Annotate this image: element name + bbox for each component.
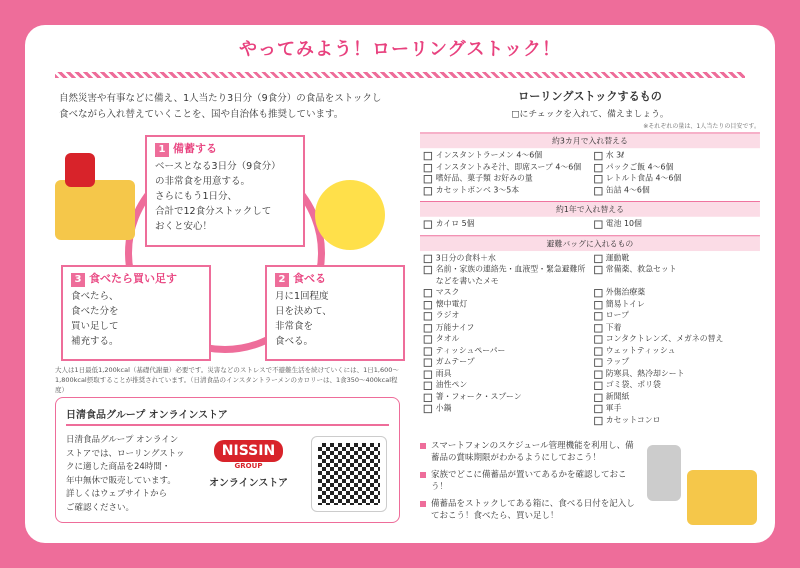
checklist-item-label: ロープ <box>605 311 629 321</box>
checklist-item[interactable] <box>424 299 587 311</box>
checklist-item[interactable] <box>594 357 757 369</box>
checklist-item-label: 運動靴 <box>605 253 630 263</box>
checklist-item[interactable] <box>424 333 587 345</box>
checklist-item-label: インスタントラーメン 4～6個 <box>435 150 543 161</box>
checkbox-icon[interactable] <box>594 324 602 332</box>
checklist-item[interactable] <box>594 310 757 322</box>
tip-item <box>420 469 635 493</box>
checklist-item[interactable] <box>594 264 757 287</box>
step-line: 食べた分を <box>71 306 119 317</box>
checklist-item[interactable] <box>424 173 587 185</box>
checkbox-icon[interactable] <box>594 335 602 343</box>
checklist-item[interactable] <box>594 333 757 345</box>
tip-item <box>420 440 635 464</box>
checkbox-icon[interactable] <box>424 312 432 320</box>
calorie-footnote <box>55 365 405 395</box>
checklist-item-label: 懐中電灯 <box>435 299 468 309</box>
checklist-item[interactable] <box>424 252 587 264</box>
checklist-item[interactable] <box>424 162 587 174</box>
checkbox-icon[interactable] <box>424 370 432 378</box>
store-line: 日清食品グループ オンライン <box>66 435 179 445</box>
checklist-item-label: コンタクトレンズ、メガネの替え <box>605 334 724 344</box>
checklist-subtitle: □にチェックを入れて、備えましょう。 <box>511 109 669 120</box>
checklist-item-label: ガムテープ <box>435 357 475 367</box>
checklist-item[interactable] <box>424 345 587 357</box>
store-text <box>66 434 191 515</box>
qr-code-icon <box>318 443 380 505</box>
checklist-item-label: 簡易トイレ <box>605 299 645 309</box>
checklist-item[interactable] <box>424 287 587 299</box>
step-1-box <box>145 135 305 247</box>
checklist-panel <box>420 88 760 428</box>
rolling-cycle-diagram <box>55 135 405 360</box>
checklist-item[interactable] <box>594 219 757 231</box>
checkbox-icon[interactable] <box>594 266 602 274</box>
checklist-item[interactable] <box>424 264 587 287</box>
checklist-item-label: 名前・家族の連絡先・血液型・緊急避難所などを書いたメモ <box>435 264 586 286</box>
checklist-item[interactable] <box>594 150 757 162</box>
checkbox-icon[interactable] <box>594 382 602 390</box>
checkbox-icon[interactable] <box>424 266 432 274</box>
checkbox-icon[interactable] <box>424 187 432 195</box>
tip-marker-icon <box>420 472 426 478</box>
checklist-item[interactable] <box>594 391 757 403</box>
checkbox-icon[interactable] <box>424 152 432 160</box>
checkbox-icon[interactable] <box>594 301 602 309</box>
checkbox-icon[interactable] <box>594 358 602 366</box>
checkbox-icon[interactable] <box>424 358 432 366</box>
checkbox-icon[interactable] <box>594 152 602 160</box>
checklist-item-label: 万能ナイフ <box>435 322 475 333</box>
checklist-item[interactable] <box>594 415 757 427</box>
smartphone-illustration <box>647 445 681 501</box>
checklist-title: ローリングストックするもの <box>518 89 662 103</box>
section-heading: 避難バッグに入れるもの <box>420 235 760 251</box>
checklist-item[interactable] <box>424 368 587 380</box>
tip-text: 家族でどこに備蓄品が置いてあるかを確認しておこう！ <box>431 470 627 492</box>
checkbox-icon[interactable] <box>424 347 432 355</box>
step-line: ベースとなる3日分（9食分） <box>155 161 281 172</box>
checklist-item[interactable] <box>594 403 757 415</box>
checklist-item[interactable] <box>594 287 757 299</box>
checkbox-icon[interactable] <box>594 163 602 171</box>
checklist-item-label: パックご飯 4～6個 <box>605 162 674 172</box>
checklist-item-label: レトルト食品 4～6個 <box>605 174 682 184</box>
checklist-grid <box>420 251 760 428</box>
step-line: さらにもう1日分、 <box>155 191 238 202</box>
step-line: 合計で12食分ストックして <box>155 206 272 217</box>
checklist-section <box>420 235 760 428</box>
noodle-cup-illustration <box>65 153 95 187</box>
checklist-item-label: マスク <box>435 288 460 298</box>
store-line: クに適した商品を24時間・ <box>66 462 171 472</box>
checklist-item[interactable] <box>424 185 587 197</box>
checklist-item-label: 缶詰 4～6個 <box>605 185 650 195</box>
store-title: 日清食品グループ オンラインストア <box>66 410 228 421</box>
checklist-item-label: カイロ 5個 <box>435 219 475 229</box>
checklist-item-label: カセットボンベ 3～5本 <box>435 185 520 195</box>
step-line: 食べたら、 <box>71 291 119 302</box>
checklist-item-label: 嗜好品、菓子類 お好みの量 <box>435 174 533 184</box>
checklist-item[interactable] <box>594 252 757 264</box>
checklist-item-label: 箸・フォーク・スプーン <box>435 392 522 402</box>
checklist-item[interactable] <box>424 150 587 162</box>
checkbox-icon[interactable] <box>594 289 602 297</box>
checklist-grid <box>420 148 760 198</box>
intro-text <box>59 91 419 123</box>
checkbox-icon[interactable] <box>424 405 432 413</box>
step-title: 食べる <box>293 272 326 285</box>
store-line: 詳しくはウェブサイトから <box>66 489 168 499</box>
checkbox-icon[interactable] <box>594 393 602 401</box>
step-3-box <box>61 265 211 361</box>
flyer-page <box>25 25 775 543</box>
step-line: 食べる。 <box>275 336 314 347</box>
checklist-section <box>420 132 760 198</box>
character-illustration <box>315 180 385 250</box>
intro-line: 食べながら入れ替えていくことを、国や自治体も推奨しています。 <box>59 109 344 120</box>
footnote-line: 1,800kcal摂取することが推奨されています。（日清食品のインスタントラーメンのカロリーは、1食350～400kcal程度） <box>55 376 398 394</box>
checklist-item[interactable] <box>424 391 587 403</box>
checklist-item-label: 電池 10個 <box>605 219 642 229</box>
step-2-box <box>265 265 405 361</box>
tip-marker-icon <box>420 443 426 449</box>
checklist-item-label: インスタントみそ汁、即席スープ 4～6個 <box>435 162 582 172</box>
step-line: 補充する。 <box>71 336 119 347</box>
checklist-item-label: 防寒具、熱冷却シート <box>605 369 685 379</box>
checklist-item[interactable] <box>594 345 757 357</box>
store-line: ご確認ください。 <box>66 502 135 513</box>
checklist-item-label: 下着 <box>605 322 622 333</box>
store-line: 年中無休で販売しています。 <box>66 475 176 486</box>
step-line: の非常食を用意する。 <box>155 176 251 187</box>
checklist-item[interactable] <box>424 322 587 334</box>
checkbox-icon[interactable] <box>594 347 602 355</box>
checklist-item[interactable] <box>424 357 587 369</box>
checklist-item-label: ウェットティッシュ <box>605 345 676 356</box>
checkbox-icon[interactable] <box>424 382 432 390</box>
section-heading: 約3カ月で入れ替える <box>420 132 760 148</box>
checklist-item[interactable] <box>594 368 757 380</box>
checklist-item[interactable] <box>594 185 757 197</box>
logo-subtitle: オンラインストア <box>208 478 289 489</box>
step-line: 買い足して <box>71 321 119 332</box>
checklist-item-label: 新聞紙 <box>605 392 630 402</box>
checklist-item[interactable] <box>594 173 757 185</box>
step-line: 月に1回程度 <box>275 291 329 302</box>
checklist-item[interactable] <box>424 310 587 322</box>
checklist-item-label: ラップ <box>605 357 630 367</box>
checkbox-icon[interactable] <box>424 335 432 343</box>
stock-box-tip-illustration <box>687 470 757 525</box>
checklist-item-label: 水 3ℓ <box>605 150 625 161</box>
checklist-item-label: 油性ペン <box>435 380 468 390</box>
checkbox-icon[interactable] <box>594 405 602 413</box>
tip-text: スマートフォンのスケジュール管理機能を利用し、備蓄品の賞味期限がわかるようにしておこう！ <box>431 441 634 463</box>
checklist-item-label: カセットコンロ <box>605 415 661 425</box>
step-title: 食べたら買い足す <box>89 272 177 285</box>
title-stripe <box>55 72 745 78</box>
checkbox-icon[interactable] <box>594 220 602 228</box>
checklist-sections <box>420 132 760 427</box>
checklist-item-label: 外傷治療薬 <box>605 288 646 298</box>
store-divider <box>66 424 389 426</box>
step-line: 日を決めて、 <box>275 306 332 317</box>
checklist-item[interactable] <box>594 380 757 392</box>
logo-group: GROUP <box>234 462 263 470</box>
checklist-item-label: 軍手 <box>605 403 622 414</box>
checklist-item[interactable] <box>424 415 587 427</box>
checklist-item-label: タオル <box>435 334 460 344</box>
checklist-item[interactable] <box>424 380 587 392</box>
checkbox-icon[interactable] <box>424 289 432 297</box>
checklist-item[interactable] <box>424 219 587 231</box>
step-number: 2 <box>275 273 289 287</box>
checklist-item[interactable] <box>594 299 757 311</box>
checklist-item[interactable] <box>594 322 757 334</box>
checkbox-icon[interactable] <box>424 175 432 183</box>
tip-marker-icon <box>420 501 426 507</box>
checkbox-icon[interactable] <box>424 220 432 228</box>
checkbox-icon[interactable] <box>594 416 602 424</box>
checkbox-icon[interactable] <box>424 301 432 309</box>
checkbox-icon[interactable] <box>594 187 602 195</box>
checklist-item-label: ティッシュペーパー <box>435 345 506 356</box>
nissin-wordmark: NISSIN <box>214 440 283 462</box>
checklist-note: ※それぞれの量は、1人当たりの目安です。 <box>643 122 760 130</box>
checkbox-icon[interactable] <box>424 254 432 262</box>
checkbox-icon[interactable] <box>424 324 432 332</box>
intro-line: 自然災害や有事などに備え、1人当たり3日分（9食分）の食品をストックし <box>59 93 382 104</box>
qr-code[interactable] <box>311 436 387 512</box>
checklist-item-label: ラジオ <box>435 311 460 321</box>
section-heading: 約1年で入れ替える <box>420 201 760 217</box>
checklist-section <box>420 201 760 232</box>
checklist-item-label: 雨具 <box>435 369 452 379</box>
step-number: 1 <box>155 143 169 157</box>
step-number: 3 <box>71 273 85 287</box>
footnote-line: 大人は1日最低1,200kcal（基礎代謝量）必要です。災害などのストレスで不避難生活を続けていくには、1日1,600～ <box>55 366 399 374</box>
checkbox-icon[interactable] <box>424 163 432 171</box>
tips-list <box>420 440 635 527</box>
checklist-item-label: ゴミ袋、ポリ袋 <box>605 380 661 390</box>
checklist-item[interactable] <box>424 403 587 415</box>
checklist-item-label: 常備薬、救急セット <box>605 264 677 275</box>
checkbox-icon[interactable] <box>594 370 602 378</box>
checkbox-icon[interactable] <box>424 393 432 401</box>
checklist-item[interactable] <box>594 162 757 174</box>
step-title: 備蓄する <box>173 142 217 155</box>
checkbox-icon[interactable] <box>594 254 602 262</box>
checklist-grid <box>420 217 760 232</box>
step-line: 非常食を <box>275 321 314 332</box>
online-store-panel <box>55 397 400 523</box>
checklist-item-label: 3日分の食料＋水 <box>435 253 496 263</box>
tip-item <box>420 498 635 522</box>
store-line: ストアでは、ローリングストッ <box>66 448 185 459</box>
checkbox-icon[interactable] <box>594 175 602 183</box>
checklist-item-label: 小鍋 <box>435 403 452 414</box>
checkbox-icon[interactable] <box>594 312 602 320</box>
page-title: やってみよう！ローリングストック！ <box>239 39 561 60</box>
step-line: おくと安心！ <box>155 221 213 232</box>
stock-box-illustration <box>55 180 135 240</box>
nissin-logo[interactable] <box>201 440 296 489</box>
tip-text: 備蓄品をストックしてある箱に、食べる日付を記入しておこう！食べたら、買い足し！ <box>431 499 635 521</box>
